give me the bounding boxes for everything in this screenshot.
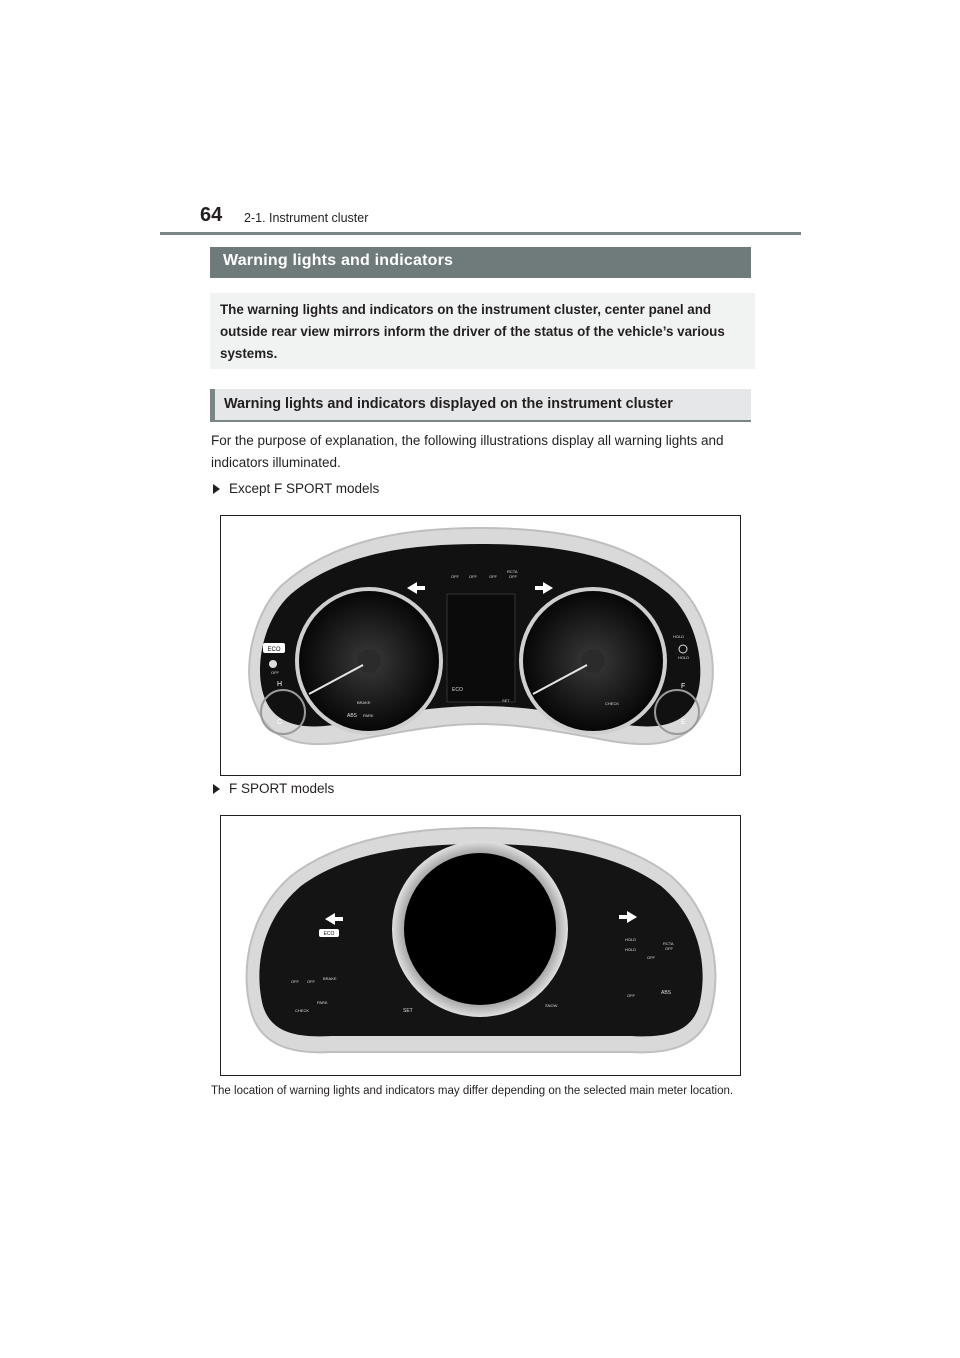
rcta-off-label: OFF: [509, 574, 517, 579]
triangle-bullet-icon: [213, 784, 220, 794]
off-label-3: OFF: [489, 574, 497, 579]
hold-label-2: HOLD: [678, 655, 690, 660]
hold-label-1: HOLD: [625, 937, 637, 942]
off-label-1: OFF: [451, 574, 459, 579]
bullet-except-fsport: [213, 481, 379, 496]
bullet-label: Except F SPORT models: [229, 481, 380, 496]
right-gauge-hub: [581, 649, 605, 673]
body-paragraph: For the purpose of explanation, the following illustrations display all warning lights and indicators illuminated.: [211, 433, 724, 470]
hold-label-2: HOLD: [625, 947, 637, 952]
header-divider: [160, 232, 801, 235]
cluster-illustration-fsport: [220, 815, 741, 1076]
brake-label: BRAKE: [357, 700, 371, 705]
rcta-off-label: OFF: [665, 946, 673, 951]
section-title-bar: [210, 247, 751, 278]
park-label: PARK: [317, 1000, 328, 1005]
rcta-label: RCTA: [507, 569, 518, 574]
abs-label: ABS: [347, 713, 358, 719]
off-label-4: OFF: [627, 993, 635, 998]
hold-label-1: HOLD: [673, 634, 685, 639]
park-label: PARK: [363, 713, 374, 718]
bullet-label: F SPORT models: [229, 781, 335, 796]
chapter-title: 2-1. Instrument cluster: [244, 211, 369, 225]
eco-badge-text: ECO: [323, 931, 335, 937]
eco-badge-text: ECO: [267, 647, 281, 653]
footnote: The location of warning lights and indicators may differ depending on the selected main meter location.: [211, 1085, 734, 1097]
off-label-3: OFF: [647, 955, 655, 960]
off-label-1: OFF: [291, 979, 299, 984]
page-number: 64: [200, 204, 223, 226]
temp-hot-label: H: [277, 681, 283, 688]
bullet-fsport: [213, 781, 334, 796]
central-meter-face: [404, 853, 556, 1005]
snow-label: SNOW: [545, 1003, 558, 1008]
vsc-off-label: OFF: [271, 670, 279, 675]
subsection-title-bar: [210, 389, 751, 422]
triangle-bullet-icon: [213, 484, 220, 494]
subsection-title: Warning lights and indicators displayed on the instrument cluster: [224, 396, 673, 412]
center-display: [447, 594, 515, 702]
check-label: CHECK: [605, 701, 620, 706]
temp-cold-label: C: [277, 719, 283, 726]
fuel-full-label: F: [681, 683, 686, 690]
eco-indicator-label: ECO: [452, 687, 463, 693]
cruise-set-label: SET: [403, 1008, 413, 1014]
left-gauge-hub: [357, 649, 381, 673]
abs-label: ABS: [661, 990, 672, 996]
fuel-empty-label: E: [681, 719, 686, 726]
cruise-set-label: SET: [502, 698, 510, 703]
cluster-illustration-standard: [220, 515, 741, 776]
intro-text: The warning lights and indicators on the instrument cluster, center panel and outside rear view mirrors inform the driver of the status of the vehicle’s various systems.: [220, 302, 725, 361]
intro-box: [210, 293, 755, 369]
off-label-2: OFF: [307, 979, 315, 984]
rcta-label: RCTA: [663, 941, 674, 946]
brake-label: BRAKE: [323, 976, 337, 981]
section-title: Warning lights and indicators: [223, 252, 454, 269]
check-label: CHECK: [295, 1008, 310, 1013]
off-label-2: OFF: [469, 574, 477, 579]
vsc-off-icon: [269, 660, 277, 668]
